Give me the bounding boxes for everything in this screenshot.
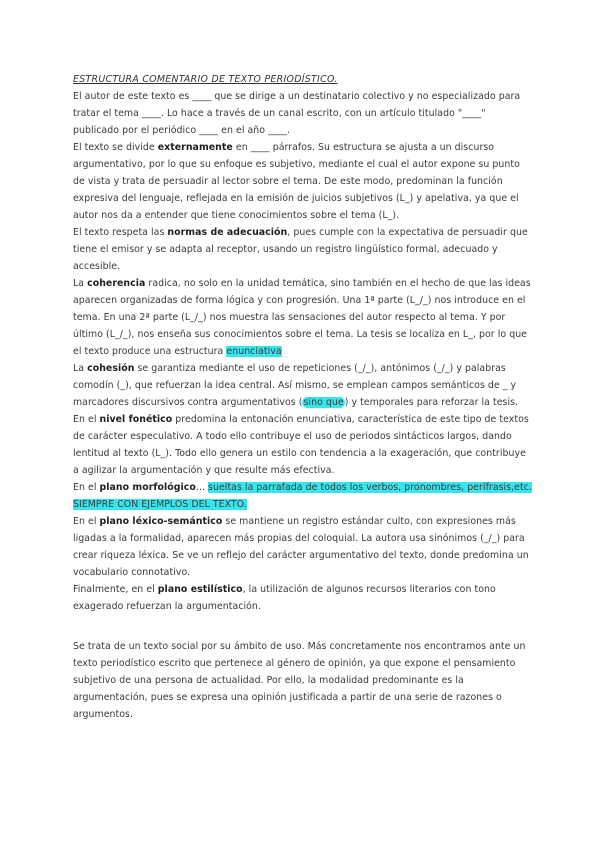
paragraph-gap [73, 615, 533, 638]
paragraph-coherence: La coherencia radica, no solo en la unidad temática, sino también en el hecho de que las ideas aparecen organizadas de forma lógica y con progresión. Una 1ª parte (L_/_) nos introduce en el tema. En una 2ª parte (L_/_) nos muestra las sensaciones del autor respecto al tema. Y por último (L_/_), nos enseña sus conocimientos sobre el tema. La tesis se localiza en L_, por lo que el texto produce una estructura enunciativa [73, 278, 531, 357]
document-body [73, 71, 533, 723]
paragraph-structure: El texto se divide externamente en ____ párrafos. Su estructura se ajusta a un discurso argumentativo, por lo que su enfoque es subjetivo, mediante el cual el autor expone su punto de vista y trata de persuadir al lector sobre el tema. De este modo, predominan la función expresiva del lenguaje, reflejada en la emisión de juicios subjetivos (L_) y apelativa, ya que el autor nos da a entender que tiene conocimientos sobre el tema (L_). [73, 142, 520, 221]
paragraph-stylistic: Finalmente, en el plano estilístico, la utilización de algunos recursos literarios con tono exagerado refuerzan la argumentación. [73, 584, 496, 612]
highlight-sino-que: sino que [303, 397, 344, 408]
keyword-plano-estilistico: plano estilístico [157, 584, 243, 595]
paragraph-cohesion: La cohesión se garantiza mediante el uso de repeticiones (_/_), antónimos (_/_) y palabras comodín (_), que refuerzan la idea central. Así mismo, se emplean campos semánticos de _ y marcadores discursivos contra argumentativos (sino que) y temporales para reforzar la tesis. [73, 363, 519, 408]
paragraph-lexical: En el plano léxico-semántico se mantiene un registro estándar culto, con expresiones más ligadas a la formalidad, aparecen más propias del coloquial. La autora usa sinónimos (_/_) para crear riqueza léxica. Se ve un reflejo del carácter argumentativo del texto, donde predomina un vocabulario connotativo. [73, 516, 529, 578]
highlight-instructions: sueltas la parrafada de todos los verbos, pronombres, perífrasis,etc. SIEMPRE CON EJEMPLOS DEL TEXTO. [73, 482, 532, 510]
paragraph-introduction: El autor de este texto es ____ que se dirige a un destinatario colectivo y no especializado para tratar el tema ____. Lo hace a través de un canal escrito, con un artículo titulado "____" publicado por el periódico ____ en el año ____. [73, 91, 521, 136]
keyword-coherencia: coherencia [87, 278, 146, 289]
paragraph-phonetic: En el nivel fonético predomina la entonación enunciativa, característica de este tipo de textos de carácter especulativo. A todo ello contribuye el uso de periodos sintácticos largos, dando lentitud al texto (L_). Todo ello genera un estilo con tendencia a la exageración, que contribuye a agilizar la argumentación y que resulte más efectiva. [73, 414, 529, 476]
keyword-nivel-fonetico: nivel fonético [99, 414, 173, 425]
paragraph-conclusion: Se trata de un texto social por su ámbito de uso. Más concretamente nos encontramos ante un texto periodístico escrito que pertenece al género de opinión, ya que expone el pensamiento subjetivo de una persona de actualidad. Por ello, la modalidad predominante es la argumentación, pues se expresa una opinión justificada a partir de una serie de razones o argumentos. [73, 641, 526, 720]
keyword-externamente: externamente [157, 142, 233, 153]
paragraph-adequacy: El texto respeta las normas de adecuación, pues cumple con la expectativa de persuadir que tiene el emisor y se adapta al receptor, usando un registro lingüístico formal, adecuado y accesible. [73, 227, 528, 272]
document-title: ESTRUCTURA COMENTARIO DE TEXTO PERIODÍSTICO. [73, 74, 338, 85]
keyword-cohesion: cohesión [87, 363, 135, 374]
highlight-enunciativa: enunciativa [226, 346, 282, 357]
paragraph-morphological: En el plano morfológico... sueltas la parrafada de todos los verbos, pronombres, perífrasis,etc. SIEMPRE CON EJEMPLOS DEL TEXTO. [73, 482, 532, 510]
keyword-adecuacion: normas de adecuación [167, 227, 288, 238]
keyword-plano-morfologico: plano morfológico [99, 482, 196, 493]
keyword-plano-lexico: plano léxico-semántico [99, 516, 223, 527]
